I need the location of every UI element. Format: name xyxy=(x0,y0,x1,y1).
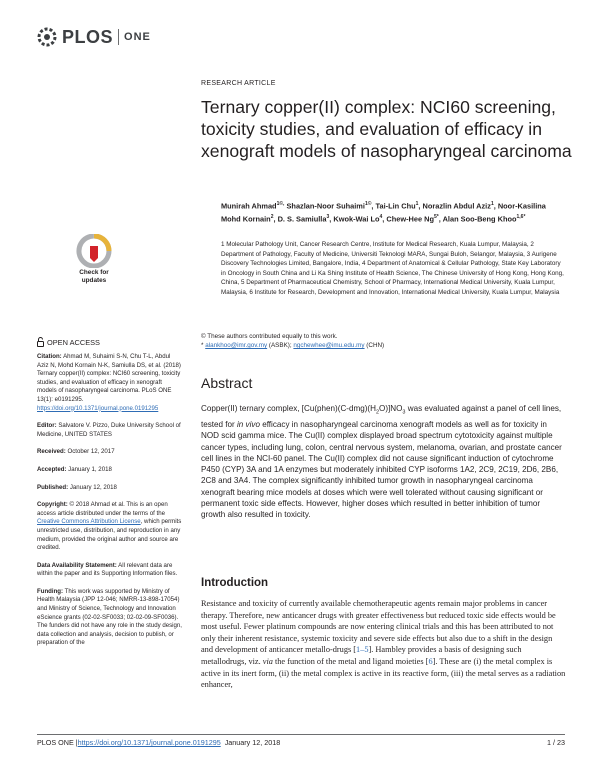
author-affiliation-marker: 1 xyxy=(490,201,494,207)
citation-link-6[interactable]: 6 xyxy=(428,656,433,666)
corresponding-emails xyxy=(201,341,561,350)
abstract-part-1: Copper(II) ternary complex, [Cu(phen)(C-dmg)(H xyxy=(201,404,376,413)
citation-text: Ahmad M, Suhaimi S-N, Chu T-L, Abdul Aziz N, Mohd Kornain N-K, Samiulla DS, et al. (2018) Ternary copper(II) complex: NCI60 screening, toxicity studies, and evaluation of efficacy in xenograft models of nasopharyngeal carcinoma. PLoS ONE 13(1): e0191295. xyxy=(37,353,181,403)
author-separator: , xyxy=(273,214,278,224)
plos-one-logo[interactable] xyxy=(36,24,151,50)
copyright-block xyxy=(37,501,182,553)
abstract-heading: Abstract xyxy=(201,375,253,391)
author-name: Chew-Hee Ng xyxy=(386,214,435,224)
author-affiliation-marker: 1©, xyxy=(276,201,285,207)
page-number: 1 / 23 xyxy=(547,738,565,747)
footer-journal: PLOS ONE | xyxy=(37,738,78,747)
intro-part-4: ]. These are (i) the metal complex is active in its inert form, (ii) the metal complex is active in its reactive form, (iii) the metal serves as a radiation enhancer, xyxy=(201,656,566,690)
author-separator: , xyxy=(438,214,443,224)
corr-marker: * xyxy=(201,342,206,349)
author-name: Alan Soo-Beng Khoo xyxy=(442,214,517,224)
email-link-1[interactable]: alankhoo@imr.gov.my xyxy=(205,342,268,349)
footer-rule xyxy=(37,734,565,735)
footer-date: January 12, 2018 xyxy=(220,738,281,747)
email-link-2[interactable]: ngchewhee@imu.edu.my xyxy=(293,342,365,349)
abstract-part-2: O)]NO xyxy=(379,404,403,413)
open-lock-icon xyxy=(37,337,44,347)
abstract-text xyxy=(201,403,565,521)
footer-doi-link[interactable]: https://doi.org/10.1371/journal.pone.0191295 xyxy=(77,738,221,747)
editor-text: Salvatore V. Pizzo, Duke University School of Medicine, UNITED STATES xyxy=(37,422,181,438)
author-name: Tai-Lin Chu xyxy=(375,201,416,211)
article-metadata xyxy=(37,353,182,657)
journal-name: ONE xyxy=(124,31,151,43)
plos-logo-icon xyxy=(36,26,58,48)
accepted-label: Accepted: xyxy=(37,465,67,473)
author-affiliation-marker: 2 xyxy=(270,214,274,221)
author-separator: , xyxy=(329,214,334,224)
open-access-tag xyxy=(37,337,100,347)
article-title: Ternary copper(II) complex: NCI60 screening, toxicity studies, and evaluation of efficacy in xenograft models of nasopharyngeal carcinoma xyxy=(201,97,572,161)
author-affiliation-marker: 5* xyxy=(434,214,439,221)
funding-block xyxy=(37,588,182,648)
copyright-text-2: , which permits unrestricted use, distribution, and reproduction in any medium, provided the original author and source are credited. xyxy=(37,518,182,552)
email-tag-2: (CHN) xyxy=(364,342,385,349)
received-date: October 12, 2017 xyxy=(65,448,115,456)
equal-contribution-note: © These authors contributed equally to this work. xyxy=(201,333,338,340)
received-block xyxy=(37,448,182,457)
intro-part-3: the function of the metal and ligand moieties [ xyxy=(272,656,429,666)
abstract-in-vivo: in vivo xyxy=(237,419,260,429)
intro-part-1: Resistance and toxicity of currently available chemotherapeutic agents remain major problems in cancer therapy. Therefore, new anticancer drugs with greater effectiveness but reduced toxic side effects would be most useful. Fewer platinum compounds are now entering clinical trials and this has been attributed to not only their inherent resistance, systemic toxicity and severe side effects but also due to a shift in the design and development of anticancer metallo-drugs [ xyxy=(201,599,556,655)
author-affiliation-marker: 1© xyxy=(364,201,372,207)
citation-label: Citation: xyxy=(37,353,62,360)
author-affiliation-marker: 4 xyxy=(379,214,383,221)
check-updates-line1: Check for xyxy=(79,269,109,276)
data-availability-block xyxy=(37,562,182,579)
license-link[interactable]: Creative Commons Attribution License xyxy=(37,518,141,526)
citation-link-1-5[interactable]: 1–5 xyxy=(356,645,369,655)
introduction-heading: Introduction xyxy=(201,577,269,589)
author-affiliation-marker: 1 xyxy=(415,201,419,207)
received-label: Received: xyxy=(37,448,66,456)
abstract-sub-2: 2 xyxy=(375,409,380,416)
author-name: Munirah Ahmad xyxy=(221,201,277,211)
author-name: Kwok-Wai Lo xyxy=(333,214,380,224)
published-block xyxy=(37,484,182,493)
author-name: D. S. Samiulla xyxy=(277,214,327,224)
plos-wordmark: PLOS xyxy=(62,26,114,47)
abstract-sub-3: 3 xyxy=(402,409,406,416)
author-separator: , xyxy=(382,214,387,224)
copyright-text-1: © 2018 Ahmad et al. This is an open access article distributed under the terms of the xyxy=(37,501,168,517)
affiliations: 1 Molecular Pathology Unit, Cancer Research Centre, Institute for Medical Research, Kuala Lumpur, Malaysia, 2 Department of Pathology, Faculty of Medicine, Universiti Teknologi MARA, Sungai Buloh, Selangor, Malaysia, 3 Aurigene Discovery Technologies Limited, Bangalore, India, 4 Department of Anatomical & Cellular Pathology, State Key Laboratory in Oncology in South China and Li Ka Shing Institute of Health Science, The Chinese University of Hong Kong, Hong Kong, China, 5 Department of Pharmaceutical Chemistry, School of Pharmacy, International Medical University, Kuala Lumpur, Malaysia, 6 Institute for Research, Development and Innovation, International Medical University, Kuala Lumpur, Malaysia xyxy=(221,241,564,296)
intro-via: via xyxy=(262,656,273,666)
funding-text: This work was supported by Ministry of Health Malaysia (JPP 12-046; NMRR-13-898-17054) and Ministry of Science, Technology and Innovation eScience grants (02-02-SF0033; 02-02-09-SF0036). The funders did not have any role in the study design, data collection and analysis, decision to publish, or preparation of the xyxy=(37,587,182,647)
author-name: Shazlan-Noor Suhaimi xyxy=(286,201,365,211)
check-updates-icon xyxy=(70,234,118,268)
introduction-text xyxy=(201,598,566,691)
published-date: January 12, 2018 xyxy=(68,483,117,491)
article-type: RESEARCH ARTICLE xyxy=(201,80,276,87)
accepted-block xyxy=(37,466,182,475)
editor-label: Editor: xyxy=(37,422,57,430)
logo-divider xyxy=(118,29,119,45)
author-affiliation-marker: 3 xyxy=(326,214,330,221)
intro-part-2: ]. Hambley provides a basis of designing such metallodrugs, viz. xyxy=(201,645,522,666)
accepted-date: January 1, 2018 xyxy=(66,465,112,473)
abstract-part-3: was evaluated against a panel of cell lines, tested for xyxy=(201,404,562,429)
author-notes xyxy=(201,332,561,350)
author-name: Norazlin Abdul Aziz xyxy=(422,201,491,211)
page-footer xyxy=(37,738,565,747)
author-name: Noor-Kasilina Mohd Kornain xyxy=(221,201,546,224)
editor-block xyxy=(37,422,182,439)
open-access-label: OPEN ACCESS xyxy=(47,337,100,347)
author-separator: , xyxy=(418,201,423,211)
author-list xyxy=(221,199,566,225)
data-availability-text: All relevant data are within the paper and its Supporting Information files. xyxy=(37,561,178,578)
citation-doi-link[interactable]: https://doi.org/10.1371/journal.pone.0191295 xyxy=(37,404,159,412)
author-separator: , xyxy=(493,201,498,211)
email-tag-1: (ASBK); xyxy=(267,342,294,349)
data-availability-label: Data Availability Statement: xyxy=(37,561,117,569)
copyright-label: Copyright: xyxy=(37,501,68,509)
check-updates-line2: updates xyxy=(81,276,107,284)
citation-block xyxy=(37,353,182,413)
funding-label: Funding: xyxy=(37,587,64,595)
author-separator: , xyxy=(371,201,376,211)
abstract-part-4: efficacy in nasopharyngeal carcinoma xenograft models as well as for toxicity in NOD scid gamma mice. The Cu(II) complex displayed broad spectrum cytotoxicity against multiple cancer types, including lung, colon, central nervous system, melanoma, ovarian, and prostate cancer cell lines in the NCI-60 panel. The Cu(II) complex did not cause significant induction of cytochrome P450 (CYP) 3A and 1A enzymes but moderately inhibited CYP isoforms 1A2, 2C9, 2C19, 2D6, 2B6, 2C8 and 3A4. The complex significantly inhibited tumor growth in nasopharyngeal carcinoma xenograft bearing mice models at doses which were well tolerated without causing significant or permanent toxic side effects. However, higher doses which resulted in better inhibition of tumor growth also resulted in toxicity. xyxy=(201,419,562,520)
published-label: Published: xyxy=(37,483,69,491)
check-for-updates-badge[interactable] xyxy=(70,234,118,296)
author-affiliation-marker: 1,6* xyxy=(516,214,526,221)
